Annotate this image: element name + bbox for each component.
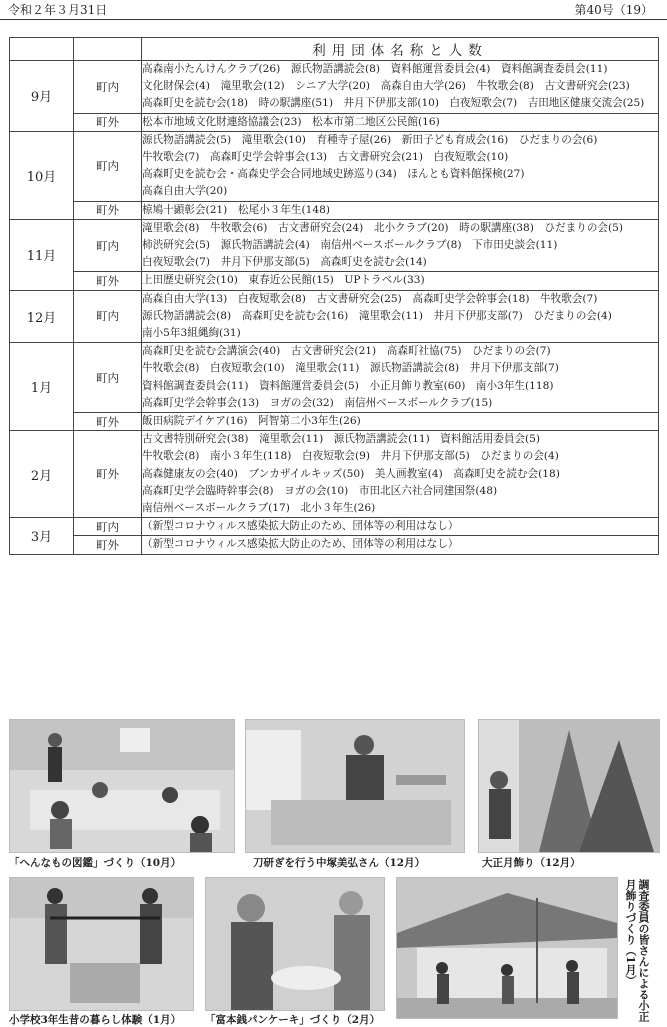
group-line: 高森自由大学(20) [142, 185, 228, 198]
group-line: 松本市地域文化財連絡協議会(23) 松本市第二地区公民館(16) [142, 115, 440, 128]
decoration-photo [479, 720, 659, 852]
group-line: 牛牧歌会(7) 高森町史学会幹事会(13) 古文書研究会(21) 白夜短歌会(10) [142, 151, 509, 164]
caption-mukashi: 小学校3年生昔の暮らし体験（1月） [9, 1014, 182, 1026]
month-label: 11月 [10, 219, 74, 290]
issue-number: 第40号（19） [574, 3, 653, 17]
area-label: 町内 [74, 518, 142, 536]
group-list [142, 413, 659, 431]
month-row [10, 413, 659, 431]
group-line: 高森町史学会幹事会(13) ヨガの会(32) 南信州ベースボールクラブ(15) [142, 396, 493, 409]
group-line: 滝里歌会(8) 牛牧歌会(6) 古文書研究会(24) 北小クラブ(20) 時の駅講座(38) ひだまりの会(5) [142, 221, 624, 234]
group-line: 高森南小たんけんクラブ(26) 源氏物語講読会(8) 資料館運営委員会(4) 資料館調査委員会(11) [142, 63, 608, 75]
blank-corner [74, 38, 142, 61]
photo-zukan [9, 719, 235, 853]
group-line: 南小5年3組縄絢(31) [142, 327, 241, 340]
group-line: 南信州ベースボールクラブ(17) 北小３年生(26) [142, 502, 376, 515]
group-line: 高森町史学会臨時幹事会(8) ヨガの会(10) 市田北区六社合同建国祭(48) [142, 484, 498, 497]
group-list [142, 518, 659, 536]
area-label: 町外 [74, 113, 142, 131]
group-line: 資料館調査委員会(11) 資料館運営委員会(5) 小正月飾り教室(60) 南小3年生(118) [142, 379, 554, 392]
group-line: 牛牧歌会(8) 南小３年生(118) 白夜短歌会(9) 井月下伊那支部(5) ひだまりの会(4) [142, 450, 559, 463]
group-list [142, 201, 659, 219]
area-label: 町外 [74, 536, 142, 554]
month-row [10, 343, 659, 413]
group-line: 柿渋研究会(5) 源氏物語講読会(4) 南信州ベースボールクラブ(8) 下市田史談会(11) [142, 239, 558, 252]
month-row [10, 113, 659, 131]
area-label: 町内 [74, 131, 142, 201]
group-line: 高森町史を読む会(18) 時の駅講座(51) 井月下伊那支部(10) 白夜短歌会(7) 吉田地区健康交流会(25) [142, 97, 645, 110]
table-title: 利用団体名称と人数 [142, 38, 659, 61]
group-line: 上田歴史研究会(10) 東春近公民館(15) UPトラベル(33) [142, 274, 425, 287]
group-list [142, 272, 659, 290]
area-label: 町内 [74, 343, 142, 413]
group-list [142, 219, 659, 272]
group-line: 飯田病院デイケア(16) 阿智第二小3年生(26) [142, 415, 361, 428]
group-line: 源氏物語講読会(8) 高森町史を読む会(16) 滝里歌会(11) 井月下伊那支部(7) ひだまりの会(4) [142, 309, 612, 322]
month-row [10, 290, 659, 343]
blank-corner [10, 38, 74, 61]
area-label: 町外 [74, 272, 142, 290]
group-list [142, 61, 659, 114]
month-label: 9月 [10, 61, 74, 132]
group-list [142, 343, 659, 413]
month-label: 2月 [10, 431, 74, 518]
caption-katana: 刀研ぎを行う中塚美弘さん（12月） [253, 857, 426, 869]
area-label: 町内 [74, 219, 142, 272]
photo-koshogatsu [396, 877, 618, 1019]
group-list [142, 113, 659, 131]
area-label: 町外 [74, 413, 142, 431]
header-rule [0, 19, 667, 20]
month-row [10, 536, 659, 554]
classroom-photo [10, 720, 234, 852]
photo-mukashi [9, 877, 194, 1011]
group-line: 文化財保会(4) 滝里歌会(12) シニア大学(20) 高森自由大学(26) 牛牧歌会(8) 古文書研究会(23) [142, 80, 630, 93]
caption-oshogatsu: 大正月飾り（12月） [482, 857, 581, 869]
month-label: 12月 [10, 290, 74, 343]
caption-pancake: 「富本銭パンケーキ」づくり（2月） [205, 1014, 381, 1026]
cooking-photo [206, 878, 384, 1010]
photo-katana [245, 719, 465, 853]
group-line: 椋鳩十顕彰会(21) 松尾小３年生(148) [142, 203, 330, 216]
caption-koshogatsu: 調査委員の皆さんによる小正月飾りづくり（1月） [624, 879, 650, 1022]
group-list [142, 431, 659, 518]
month-row [10, 431, 659, 518]
children-photo [10, 878, 193, 1010]
group-list [142, 290, 659, 343]
group-line: 高森健康友の会(40) ブンカザイルキッズ(50) 美人画教室(4) 高森町史を読む会(18) [142, 467, 560, 480]
month-label: 1月 [10, 343, 74, 431]
photo-oshogatsu [478, 719, 660, 853]
usage-table [9, 37, 659, 555]
area-label: 町外 [74, 431, 142, 518]
workshop-photo [246, 720, 464, 852]
month-row [10, 518, 659, 536]
caption-zukan: 「へんなもの図鑑」づくり（10月） [9, 857, 182, 869]
page-header [0, 0, 667, 18]
group-line: （新型コロナウィルス感染拡大防止のため、団体等の利用はなし） [142, 538, 459, 551]
month-label: 3月 [10, 518, 74, 554]
photo-pancake [205, 877, 385, 1011]
month-row [10, 201, 659, 219]
month-row [10, 219, 659, 272]
group-line: 白夜短歌会(7) 井月下伊那支部(5) 高森町史を読む会(14) [142, 256, 427, 269]
group-line: 高森町史を読む会講演会(40) 古文書研究会(21) 高森町社協(75) ひだまりの会(7) [142, 345, 551, 358]
group-list [142, 131, 659, 201]
area-label: 町内 [74, 290, 142, 343]
group-line: 高森町史を読む会・高森史学会合同地域史跡巡り(34) ほんとも資料館探検(27) [142, 168, 525, 181]
month-row [10, 131, 659, 201]
month-row [10, 272, 659, 290]
group-line: 牛牧歌会(8) 白夜短歌会(10) 滝里歌会(11) 源氏物語講読会(8) 井月下伊那支部(7) [142, 362, 559, 375]
area-label: 町内 [74, 61, 142, 114]
group-line: 古文書特別研究会(38) 滝里歌会(11) 源氏物語講読会(11) 資料館活用委員会(5) [142, 433, 541, 446]
group-line: （新型コロナウィルス感染拡大防止のため、団体等の利用はなし） [142, 520, 459, 533]
issue-date: 令和２年３月31日 [8, 3, 108, 17]
group-line: 源氏物語講読会(5) 滝里歌会(10) 育種寺子屋(26) 新田子ども育成会(16) ひだまりの会(6) [142, 133, 598, 146]
area-label: 町外 [74, 201, 142, 219]
month-row [10, 61, 659, 114]
month-label: 10月 [10, 131, 74, 219]
group-line: 高森自由大学(13) 白夜短歌会(8) 古文書研究会(25) 高森町史学会幹事会(18) 牛牧歌会(7) [142, 292, 598, 305]
group-list [142, 536, 659, 554]
outdoor-photo [397, 878, 617, 1018]
